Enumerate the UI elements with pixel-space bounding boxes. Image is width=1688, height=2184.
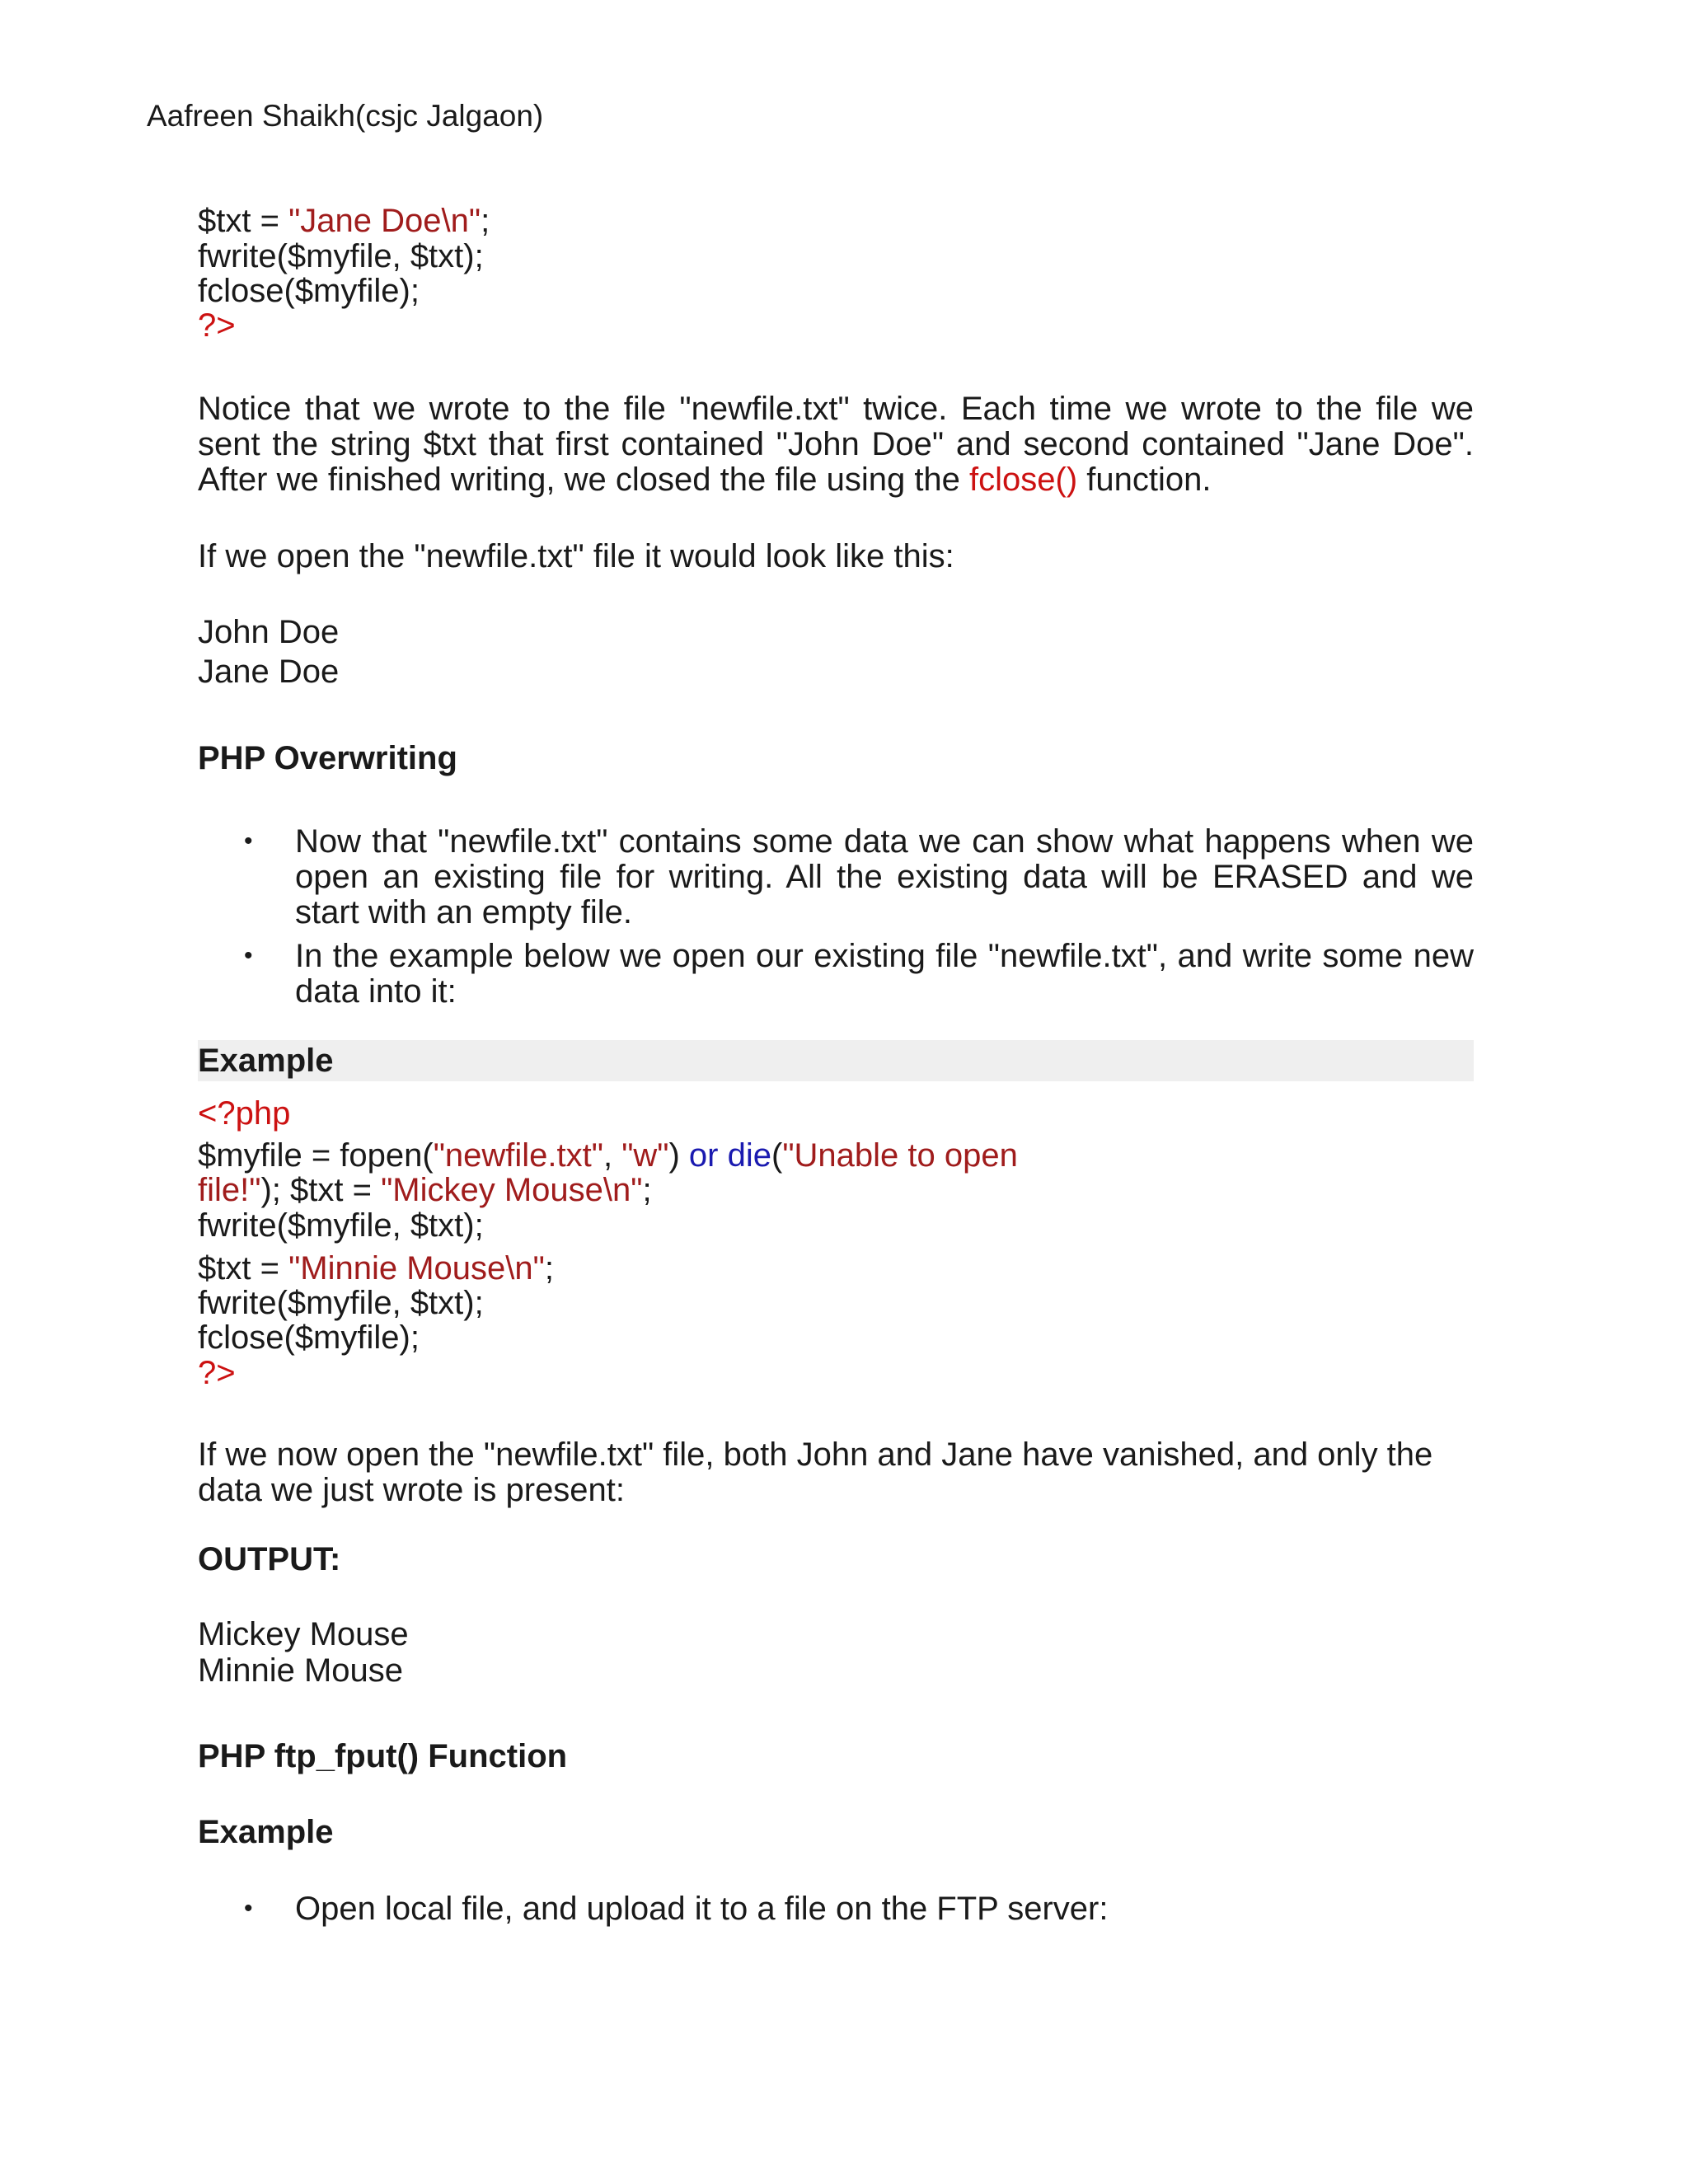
paragraph-text: function. bbox=[1077, 462, 1212, 498]
paragraph: If we now open the "newfile.txt" file, both John and Jane have vanished, and only the data we just wrote is present: bbox=[198, 1436, 1433, 1508]
code-string: "Unable to open bbox=[782, 1137, 1018, 1174]
php-close-tag: ?> bbox=[198, 1355, 236, 1391]
paragraph bbox=[198, 391, 1474, 498]
section-heading: PHP ftp_fput() Function bbox=[198, 1738, 568, 1774]
paragraph-text: Notice that we wrote to the file "newfile.txt" twice. Each time we wrote to the file we sent the string $txt that first contained "John Doe" and second contained "Jane Doe". After we finished writing, we closed the file using the bbox=[198, 391, 1474, 498]
bullet-item: Open local file, and upload it to a file on the FTP server: bbox=[295, 1891, 1109, 1927]
code-keyword: or die bbox=[688, 1137, 771, 1174]
code-text: $txt = bbox=[198, 1250, 289, 1286]
code-text: ; bbox=[544, 1250, 554, 1286]
bullet-icon: • bbox=[244, 827, 253, 855]
code-line bbox=[198, 1251, 554, 1286]
output-line: Mickey Mouse bbox=[198, 1616, 409, 1652]
code-text: ); $txt = bbox=[260, 1172, 382, 1208]
code-text: $txt = bbox=[198, 203, 289, 239]
code-string: "Minnie Mouse\n" bbox=[288, 1250, 545, 1286]
code-string: "newfile.txt" bbox=[433, 1137, 603, 1174]
code-line: fclose($myfile); bbox=[198, 273, 420, 309]
bullet-icon: • bbox=[244, 1895, 253, 1922]
section-heading: PHP Overwriting bbox=[198, 740, 457, 776]
code-string: "w" bbox=[621, 1137, 669, 1174]
paragraph: If we open the "newfile.txt" file it would look like this: bbox=[198, 538, 954, 574]
code-text: ( bbox=[771, 1137, 783, 1174]
example-heading: Example bbox=[198, 1814, 334, 1850]
code-text: ) bbox=[668, 1137, 689, 1174]
bullet-icon: • bbox=[244, 942, 253, 969]
code-string: file!" bbox=[198, 1172, 261, 1208]
code-line bbox=[198, 1138, 1018, 1174]
output-line: Minnie Mouse bbox=[198, 1652, 404, 1689]
code-text: $myfile = fopen( bbox=[198, 1137, 434, 1174]
code-line bbox=[198, 1173, 652, 1208]
code-string: "Mickey Mouse\n" bbox=[381, 1172, 643, 1208]
file-content-line: Jane Doe bbox=[198, 654, 340, 690]
code-text: ; bbox=[642, 1172, 652, 1208]
example-heading: Example bbox=[198, 1043, 334, 1079]
bullet-item: Now that "newfile.txt" contains some data we can show what happens when we open an existing file for writing. All the existing data will be ERASED and we start with an empty file. bbox=[295, 823, 1474, 930]
code-line: fclose($myfile); bbox=[198, 1319, 420, 1356]
code-text: , bbox=[603, 1137, 622, 1174]
page-header: Aafreen Shaikh(csjc Jalgaon) bbox=[147, 99, 544, 133]
output-heading: OUTPUT: bbox=[198, 1541, 341, 1577]
php-close-tag: ?> bbox=[198, 307, 236, 344]
code-line bbox=[198, 204, 490, 239]
function-name: fclose() bbox=[969, 462, 1078, 498]
code-line: fwrite($myfile, $txt); bbox=[198, 238, 484, 274]
code-line: fwrite($myfile, $txt); bbox=[198, 1285, 484, 1321]
code-string: "Jane Doe\n" bbox=[288, 203, 481, 239]
code-line: fwrite($myfile, $txt); bbox=[198, 1207, 484, 1244]
file-content-line: John Doe bbox=[198, 614, 340, 650]
example-bar bbox=[198, 1040, 1474, 1081]
php-open-tag: <?php bbox=[198, 1095, 291, 1132]
code-text: ; bbox=[481, 203, 490, 239]
bullet-item: In the example below we open our existing file "newfile.txt", and write some new data into it: bbox=[295, 938, 1474, 1010]
